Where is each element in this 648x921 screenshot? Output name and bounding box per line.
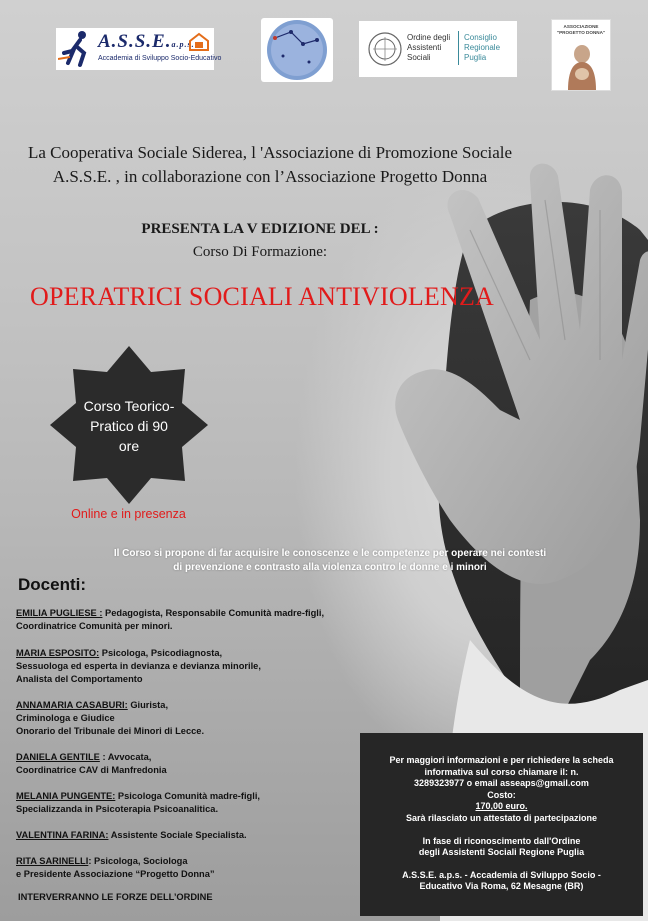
docente-role: Sessuologa ed esperta in devianza e devianza minorile, bbox=[16, 661, 261, 671]
docente-item bbox=[16, 790, 260, 816]
docente-role: Psicologa, Psicodiagnosta, bbox=[99, 648, 223, 658]
docente-role: Criminologa e Giudice bbox=[16, 713, 115, 723]
progetto-donna-caption: ASSOCIAZIONE "PROGETTO DONNA" bbox=[556, 24, 606, 35]
asse-logo-subtitle: Accademia di Sviluppo Socio-Educativo bbox=[98, 55, 222, 62]
consiglio-name: Consiglio Regionale Puglia bbox=[464, 33, 501, 62]
asse-logo bbox=[56, 28, 222, 70]
docente-item bbox=[16, 751, 167, 777]
docente-role: e Presidente Associazione “Progetto Donna” bbox=[16, 869, 215, 879]
docente-name: MELANIA PUNGENTE: bbox=[16, 791, 116, 801]
docente-role: Coordinatrice CAV di Manfredonia bbox=[16, 765, 167, 775]
course-title: OPERATRICI SOCIALI ANTIVIOLENZA bbox=[29, 282, 495, 311]
docente-role: : Psicologa, Sociologa bbox=[88, 856, 188, 866]
docente-name: MARIA ESPOSITO: bbox=[16, 648, 100, 658]
logo-bar bbox=[0, 16, 648, 96]
siderea-logo bbox=[261, 18, 333, 82]
runner-icon bbox=[58, 29, 98, 69]
docente-role: Giurista, bbox=[127, 700, 169, 710]
ordine-emblem-icon bbox=[367, 31, 403, 67]
presenta-block bbox=[130, 218, 390, 264]
docente-item bbox=[16, 647, 261, 686]
docente-name: DANIELA GENTILE bbox=[16, 752, 100, 762]
course-duration-badge: Corso Teorico- Pratico di 90 ore bbox=[83, 398, 175, 454]
progetto-donna-logo bbox=[551, 19, 611, 91]
asse-logo-name: A.S.S.E.a.p.s. bbox=[98, 31, 195, 52]
docente-item bbox=[16, 855, 215, 881]
course-price: 170,00 euro. bbox=[475, 801, 528, 812]
docente-item bbox=[16, 699, 204, 738]
course-objective: Il Corso si propone di far acquisire le conoscenze e le competenze per operare nei contesti di prevenzione e contrasto alla violenza contro le donne e i minori bbox=[113, 548, 547, 573]
intro-text bbox=[0, 141, 540, 189]
docente-name: VALENTINA FARINA: bbox=[16, 830, 109, 840]
interverranno-note: INTERVERRANNO LE FORZE DELL’ORDINE bbox=[18, 892, 213, 902]
docente-role: Specializzanda in Psicoterapia Psicoanalitica. bbox=[16, 804, 219, 814]
docente-item bbox=[16, 829, 247, 842]
ordine-logo bbox=[359, 21, 517, 77]
course-mode: Online e in presenza bbox=[71, 507, 186, 521]
ordine-name: Ordine degli Assistenti Sociali bbox=[407, 33, 451, 62]
docente-role: Psicologa Comunità madre-figli, bbox=[115, 791, 260, 801]
docente-role: : Avvocata, bbox=[99, 752, 152, 762]
intro-line-2: A.S.S.E. , in collaborazione con l’Associazione Progetto Donna bbox=[52, 167, 488, 186]
info-box: Per maggiori informazioni e per richiedere la scheda informativa sul corso chiamare il: n. 3289323977 o email asseaps@gmail.com Costo: 170,00 euro. Sarà rilasciato un attestato di partecipazione In fase di riconoscimento dall'Ordine degli Assistenti Sociali Regione Puglia A.S.S.E. a.p.s. - Accademia di Sviluppo Socio - Educativo Via Roma, 62 Mesagne (BR) bbox=[360, 733, 643, 916]
house-icon bbox=[188, 32, 210, 52]
intro-line-1: La Cooperativa Sociale Siderea, l 'Associazione di Promozione Sociale bbox=[27, 143, 513, 162]
mother-child-icon bbox=[552, 36, 612, 92]
docente-name: RITA SARINELLI bbox=[16, 856, 89, 866]
presenta-line-2: Corso Di Formazione: bbox=[192, 244, 328, 260]
docente-role: Onorario del Tribunale dei Minori di Lecce. bbox=[16, 726, 205, 736]
docente-name: ANNAMARIA CASABURI: bbox=[16, 700, 128, 710]
presenta-line-1: PRESENTA LA V EDIZIONE DEL : bbox=[141, 221, 379, 237]
docente-role: Analista del Comportamento bbox=[16, 674, 143, 684]
docenti-heading: Docenti: bbox=[18, 575, 86, 594]
docente-role: Assistente Sociale Specialista. bbox=[108, 830, 247, 840]
docente-item: EMILIA PUGLIESE : Pedagogista, Responsabile Comunità madre-figli, Coordinatrice Comunità per minori. bbox=[16, 608, 325, 631]
contact-info: 3289323977 o email asseaps@gmail.com bbox=[414, 778, 589, 789]
